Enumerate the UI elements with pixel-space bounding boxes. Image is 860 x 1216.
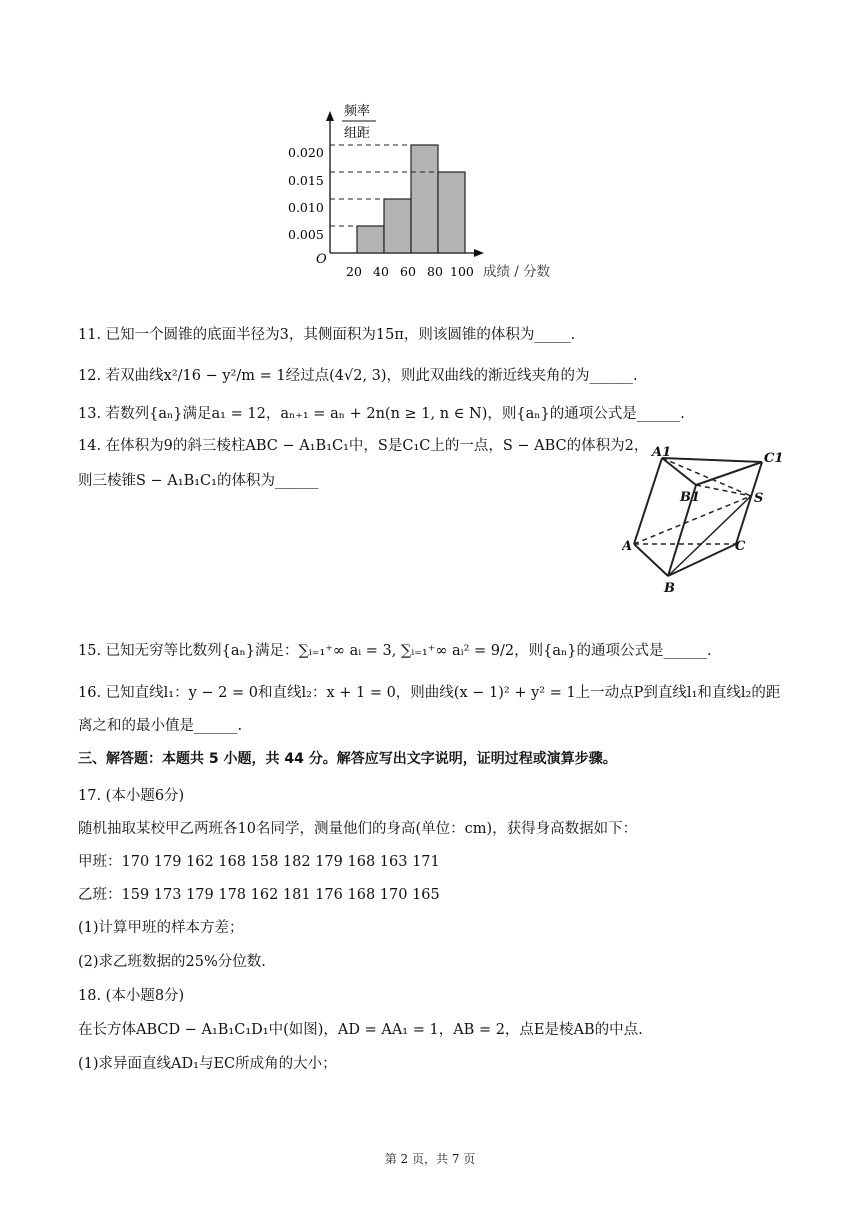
histogram-ytick-label: 0.015: [288, 173, 324, 188]
question-17-class-a: 甲班：170 179 162 168 158 182 179 168 163 171: [78, 854, 440, 870]
question-17-description: 随机抽取某校甲乙两班各10名同学，测量他们的身高(单位：cm)，获得身高数据如下：: [78, 821, 638, 837]
histogram-origin-label: O: [316, 252, 327, 267]
section-3-heading: 三、解答题：本题共 5 小题，共 44 分。解答应写出文字说明，证明过程或演算步骤。: [78, 751, 617, 767]
question-13: 13. 若数列{aₙ}满足a₁ = 12，aₙ₊₁ = aₙ + 2n(n ≥ 1, n ∈ N)，则{aₙ}的通项公式是______.: [78, 406, 685, 422]
prism-label-c1: C1: [764, 451, 784, 466]
question-16-line-1: 16. 已知直线l₁：y − 2 = 0和直线l₂：x + 1 = 0，则曲线(x − 1)² + y² = 1上一动点P到直线l₁和直线l₂的距: [78, 685, 781, 701]
histogram-ylabel-top: 频率: [344, 104, 371, 119]
prism-label-b: B: [664, 581, 675, 596]
question-16-line-2: 离之和的最小值是______.: [78, 718, 243, 734]
histogram-x-axis-arrow: [474, 249, 484, 257]
histogram-bars: [357, 145, 465, 253]
question-15: 15. 已知无穷等比数列{aₙ}满足：∑ᵢ₌₁⁺∞ aᵢ = 3, ∑ᵢ₌₁⁺∞ aᵢ² = 9/2，则{aₙ}的通项公式是______.: [78, 643, 712, 659]
histogram-chart: [280, 95, 580, 285]
question-14-line-1: 14. 在体积为9的斜三棱柱ABC − A₁B₁C₁中，S是C₁C上的一点，S − ABC的体积为2，: [78, 438, 649, 454]
histogram-bar: [438, 172, 465, 253]
question-12: 12. 若双曲线x²/16 − y²/m = 1经过点(4√2, 3)，则此双曲线的渐近线夹角的为______.: [78, 368, 638, 384]
question-18-description: 在长方体ABCD − A₁B₁C₁D₁中(如图)，AD = AA₁ = 1，AB = 2，点E是棱AB的中点.: [78, 1022, 643, 1038]
histogram-bar: [384, 199, 411, 253]
histogram-ytick-label: 0.020: [288, 145, 324, 160]
prism-label-b1: B1: [680, 490, 701, 505]
prism-label-c: C: [735, 539, 746, 554]
histogram-xtick-label: 20: [346, 264, 362, 279]
question-17-title: 17. (本小题6分): [78, 788, 185, 804]
histogram-ytick-label: 0.005: [288, 227, 324, 242]
question-18-title: 18. (本小题8分): [78, 988, 185, 1004]
question-17-part-2: (2)求乙班数据的25%分位数.: [78, 954, 266, 970]
histogram-xtick-label: 80: [427, 264, 443, 279]
prism-label-a1: A1: [652, 445, 672, 460]
question-11: 11. 已知一个圆锥的底面半径为3，其侧面积为15π，则该圆锥的体积为_____.: [78, 327, 576, 343]
question-17-part-1: (1)计算甲班的样本方差；: [78, 920, 244, 936]
histogram-bar: [411, 145, 438, 253]
histogram-xtick-label: 100: [450, 264, 474, 279]
histogram-xtick-label: 40: [373, 264, 389, 279]
page-footer: 第 2 页，共 7 页: [384, 1152, 476, 1166]
histogram-xtick-label: 60: [400, 264, 416, 279]
prism-label-s: S: [754, 491, 764, 506]
question-14-line-2: 则三棱锥S − A₁B₁C₁的体积为______: [78, 473, 319, 489]
histogram-ytick-label: 0.010: [288, 200, 324, 215]
question-17-class-b: 乙班：159 173 179 178 162 181 176 168 170 165: [78, 887, 440, 903]
histogram-y-axis-arrow: [326, 111, 334, 121]
prism-label-a: A: [622, 539, 633, 554]
histogram-xlabel: 成绩 / 分数: [483, 264, 551, 280]
histogram-ylabel-bottom: 组距: [344, 126, 371, 141]
prism-figure: [622, 440, 792, 600]
histogram-bar: [357, 226, 384, 253]
question-18-part-1: (1)求异面直线AD₁与EC所成角的大小；: [78, 1056, 337, 1072]
